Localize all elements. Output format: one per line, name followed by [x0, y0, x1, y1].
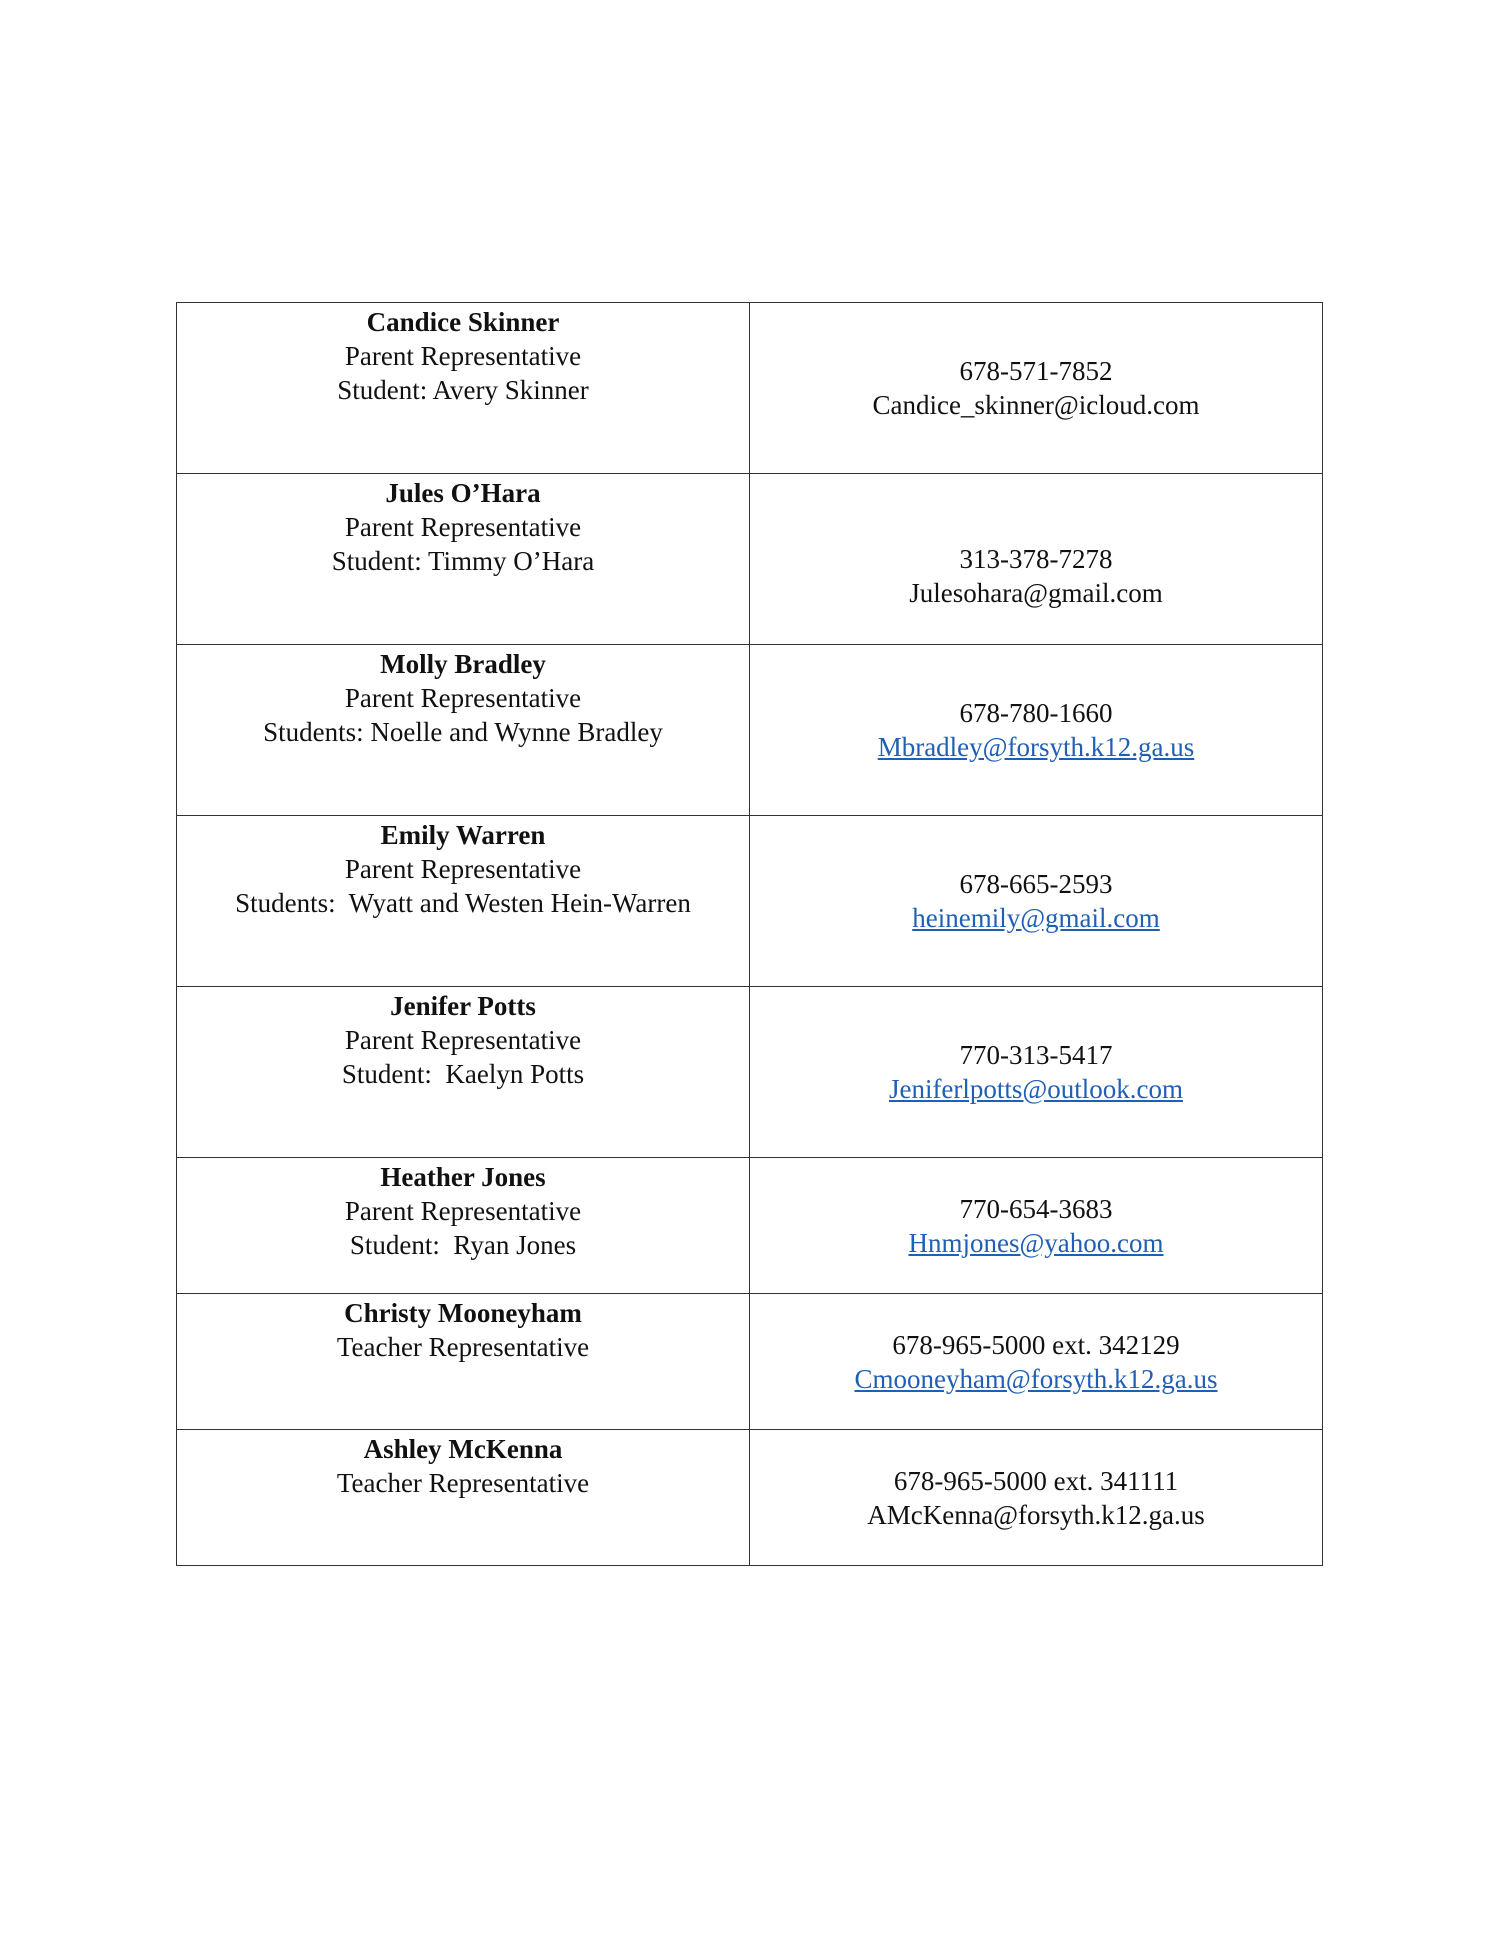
table-row	[177, 1294, 1323, 1430]
contact-table	[176, 302, 1323, 1566]
contact-role: Parent Representative	[344, 341, 582, 371]
contact-phone: 678-965-5000 ext. 342129	[892, 1329, 1180, 1360]
contact-phone: 770-313-5417	[959, 1040, 1113, 1070]
contact-name: Jenifer Potts	[390, 991, 536, 1021]
contact-role: Parent Representative	[344, 512, 582, 542]
contact-info-cell	[177, 987, 750, 1158]
contact-email-link[interactable]: Cmooneyham@forsyth.k12.ga.us	[854, 1363, 1218, 1394]
contact-role: Parent Representative	[344, 683, 582, 713]
contact-phone: 678-780-1660	[959, 698, 1113, 728]
contact-email: Julesohara@gmail.com	[909, 578, 1163, 608]
contact-name: Candice Skinner	[366, 307, 560, 337]
contact-role: Parent Representative	[344, 1196, 582, 1226]
contact-details-cell	[750, 1158, 1323, 1294]
contact-name: Heather Jones	[380, 1162, 546, 1192]
table-row	[177, 987, 1323, 1158]
contact-info-cell	[177, 1294, 750, 1430]
contact-email-link[interactable]: heinemily@gmail.com	[912, 903, 1160, 933]
contact-info-cell	[177, 645, 750, 816]
contact-student: Students: Wyatt and Westen Hein-Warren	[235, 888, 691, 918]
contact-phone: 678-665-2593	[959, 869, 1113, 899]
contact-student: Student: Avery Skinner	[337, 375, 589, 405]
contact-email: Candice_skinner@icloud.com	[872, 390, 1200, 420]
contact-role: Parent Representative	[344, 1025, 582, 1055]
contact-student: Students: Noelle and Wynne Bradley	[263, 717, 663, 747]
contact-name: Emily Warren	[380, 820, 546, 850]
contact-info-cell	[177, 1158, 750, 1294]
contact-email: AMcKenna@forsyth.k12.ga.us	[867, 1499, 1205, 1530]
table-row	[177, 816, 1323, 987]
contact-email-link[interactable]: Mbradley@forsyth.k12.ga.us	[877, 732, 1195, 762]
contact-phone: 678-571-7852	[959, 356, 1113, 386]
contact-student: Student: Timmy O’Hara	[331, 546, 595, 576]
table-row	[177, 1430, 1323, 1566]
contact-info-cell	[177, 816, 750, 987]
contact-name: Jules O’Hara	[385, 478, 541, 508]
table-row	[177, 303, 1323, 474]
contact-role: Teacher Representative	[336, 1332, 590, 1362]
table-row	[177, 474, 1323, 645]
contact-role: Parent Representative	[344, 854, 582, 884]
contact-role: Teacher Representative	[336, 1468, 590, 1498]
contact-email-link[interactable]: Jeniferlpotts@outlook.com	[888, 1074, 1184, 1104]
contact-details-cell	[750, 1430, 1323, 1566]
table-row	[177, 645, 1323, 816]
contact-name: Christy Mooneyham	[344, 1298, 582, 1328]
contact-name: Molly Bradley	[380, 649, 546, 679]
contact-info-cell	[177, 303, 750, 474]
contact-info-cell	[177, 1430, 750, 1566]
table-row	[177, 1158, 1323, 1294]
contact-details-cell	[750, 987, 1323, 1158]
contact-info-cell	[177, 474, 750, 645]
contact-phone: 313-378-7278	[959, 544, 1113, 574]
contact-student: Student: Kaelyn Potts	[341, 1059, 585, 1089]
contact-email-link[interactable]: Hnmjones@yahoo.com	[908, 1227, 1164, 1258]
contact-details-cell	[750, 1294, 1323, 1430]
contact-details-cell	[750, 816, 1323, 987]
contact-phone: 678-965-5000 ext. 341111	[893, 1465, 1179, 1496]
contact-details-cell	[750, 474, 1323, 645]
contact-name: Ashley McKenna	[363, 1434, 563, 1464]
contact-student: Student: Ryan Jones	[349, 1230, 577, 1260]
contact-details-cell	[750, 303, 1323, 474]
contact-phone: 770-654-3683	[959, 1193, 1113, 1224]
contact-details-cell	[750, 645, 1323, 816]
